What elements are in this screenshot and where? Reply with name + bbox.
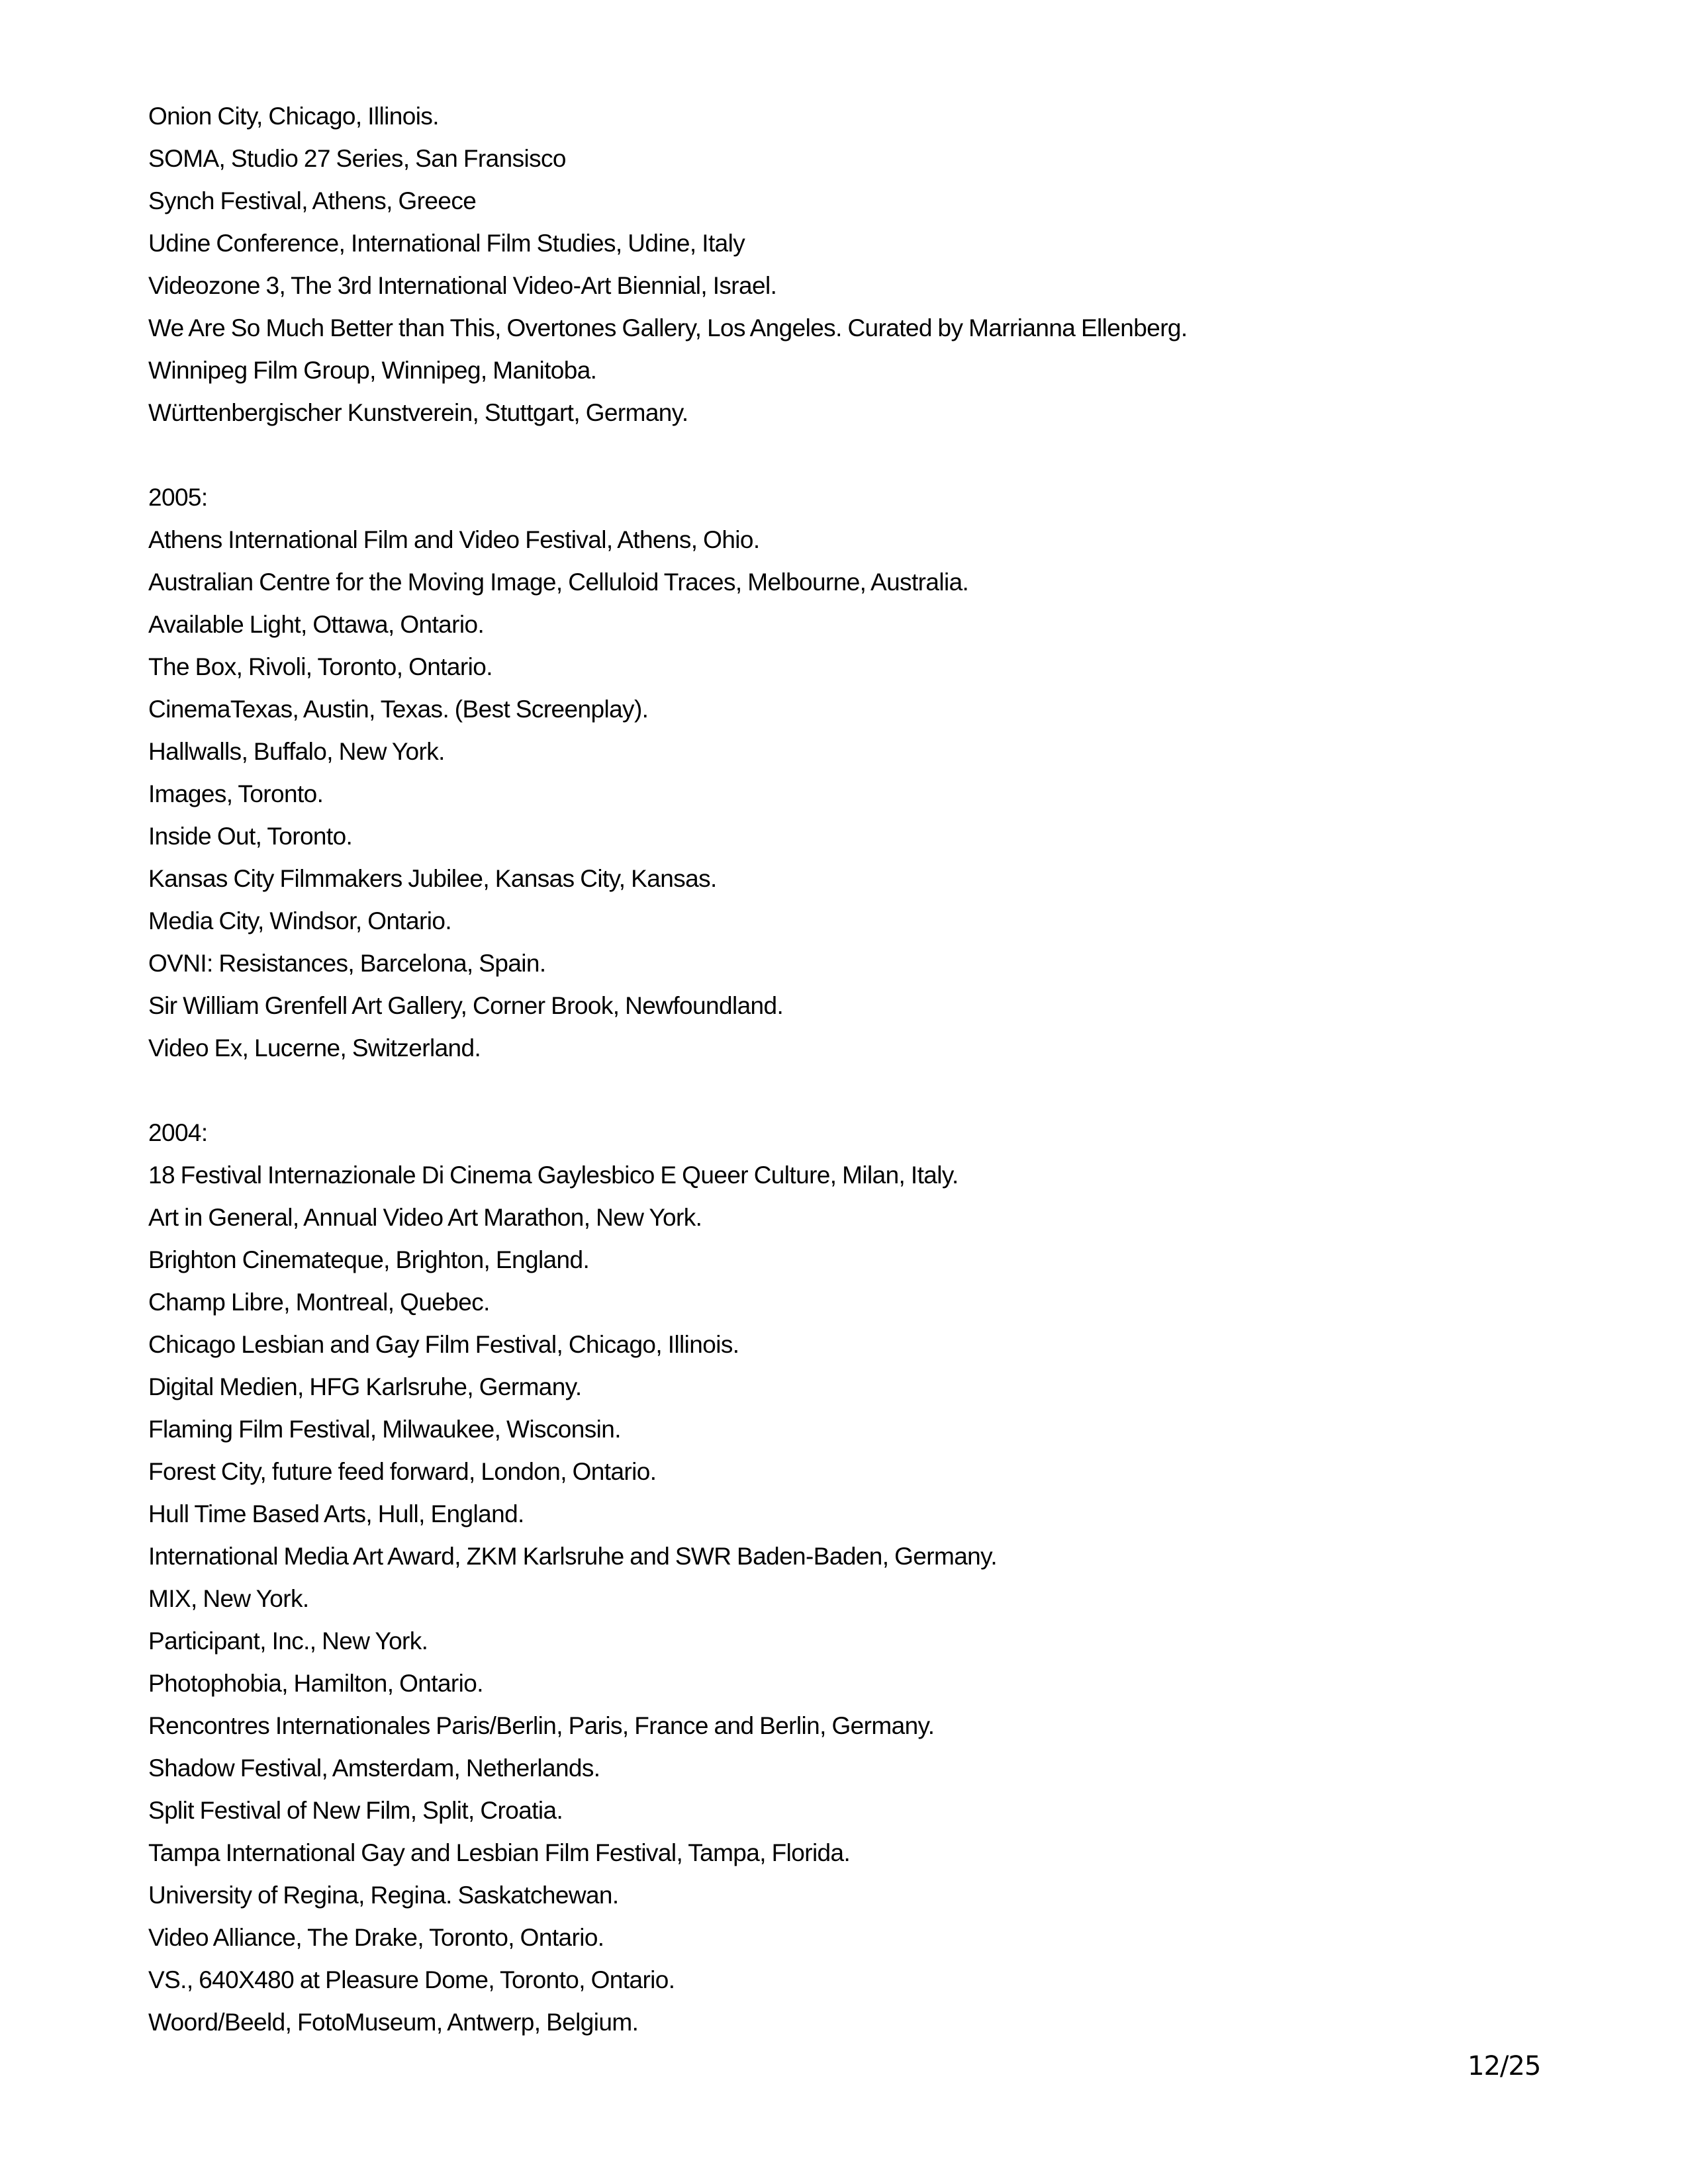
list-item: Brighton Cinemateque, Brighton, England. xyxy=(148,1246,590,1273)
list-item: Winnipeg Film Group, Winnipeg, Manitoba. xyxy=(148,357,597,384)
list-item: OVNI: Resistances, Barcelona, Spain. xyxy=(148,950,546,977)
exhibition-list xyxy=(148,95,1538,2044)
list-item: Rencontres Internationales Paris/Berlin, Paris, France and Berlin, Germany. xyxy=(148,1712,935,1739)
list-item: Athens International Film and Video Festival, Athens, Ohio. xyxy=(148,526,760,553)
list-item: Australian Centre for the Moving Image, Celluloid Traces, Melbourne, Australia. xyxy=(148,569,969,596)
list-item: Photophobia, Hamilton, Ontario. xyxy=(148,1670,483,1697)
list-item: Video Alliance, The Drake, Toronto, Ontario. xyxy=(148,1924,604,1951)
year-heading: 2005: xyxy=(148,484,208,511)
list-item: Württenbergischer Kunstverein, Stuttgart, Germany. xyxy=(148,399,688,426)
list-item: MIX, New York. xyxy=(148,1585,309,1612)
year-section-2004 xyxy=(148,1112,1538,2044)
list-item: Flaming Film Festival, Milwaukee, Wisconsin. xyxy=(148,1416,621,1443)
list-item: Available Light, Ottawa, Ontario. xyxy=(148,611,485,638)
list-item: Art in General, Annual Video Art Marathon, New York. xyxy=(148,1204,702,1231)
list-item: Inside Out, Toronto. xyxy=(148,823,353,850)
list-item: Video Ex, Lucerne, Switzerland. xyxy=(148,1034,481,1062)
list-item: Chicago Lesbian and Gay Film Festival, Chicago, Illinois. xyxy=(148,1331,739,1358)
list-item: International Media Art Award, ZKM Karlsruhe and SWR Baden-Baden, Germany. xyxy=(148,1543,997,1570)
year-heading: 2004: xyxy=(148,1119,208,1146)
list-item: SOMA, Studio 27 Series, San Fransisco xyxy=(148,145,566,172)
list-item: Images, Toronto. xyxy=(148,780,324,807)
year-section-2005 xyxy=(148,477,1538,1069)
list-item: Onion City, Chicago, Illinois. xyxy=(148,103,439,130)
list-item: Digital Medien, HFG Karlsruhe, Germany. xyxy=(148,1373,582,1400)
list-item: Woord/Beeld, FotoMuseum, Antwerp, Belgium. xyxy=(148,2009,639,2036)
list-item: We Are So Much Better than This, Overtones Gallery, Los Angeles. Curated by Marrianna Ellenberg. xyxy=(148,314,1188,341)
list-item: Hull Time Based Arts, Hull, England. xyxy=(148,1500,524,1527)
list-item: Tampa International Gay and Lesbian Film Festival, Tampa, Florida. xyxy=(148,1839,851,1866)
list-item: Udine Conference, International Film Studies, Udine, Italy xyxy=(148,230,745,257)
spacer xyxy=(148,434,1538,477)
list-item: Media City, Windsor, Ontario. xyxy=(148,907,452,934)
spacer xyxy=(148,1069,1538,1112)
page-number: 12/25 xyxy=(1468,2051,1541,2081)
list-item: Videozone 3, The 3rd International Video-Art Biennial, Israel. xyxy=(148,272,777,299)
list-item: Shadow Festival, Amsterdam, Netherlands. xyxy=(148,1754,600,1782)
list-item: Sir William Grenfell Art Gallery, Corner Brook, Newfoundland. xyxy=(148,992,784,1019)
list-item: Participant, Inc., New York. xyxy=(148,1627,428,1655)
list-item: University of Regina, Regina. Saskatchewan. xyxy=(148,1882,619,1909)
list-item: The Box, Rivoli, Toronto, Ontario. xyxy=(148,653,492,680)
list-item: Kansas City Filmmakers Jubilee, Kansas City, Kansas. xyxy=(148,865,717,892)
list-item: Split Festival of New Film, Split, Croatia. xyxy=(148,1797,563,1824)
list-item: CinemaTexas, Austin, Texas. (Best Screenplay). xyxy=(148,696,649,723)
list-item: VS., 640X480 at Pleasure Dome, Toronto, Ontario. xyxy=(148,1966,675,1993)
list-item: Champ Libre, Montreal, Quebec. xyxy=(148,1289,490,1316)
list-item: Forest City, future feed forward, London, Ontario. xyxy=(148,1458,657,1485)
list-item: Hallwalls, Buffalo, New York. xyxy=(148,738,445,765)
list-item: Synch Festival, Athens, Greece xyxy=(148,187,477,214)
list-item: 18 Festival Internazionale Di Cinema Gaylesbico E Queer Culture, Milan, Italy. xyxy=(148,1161,959,1189)
continued-entries xyxy=(148,95,1538,434)
